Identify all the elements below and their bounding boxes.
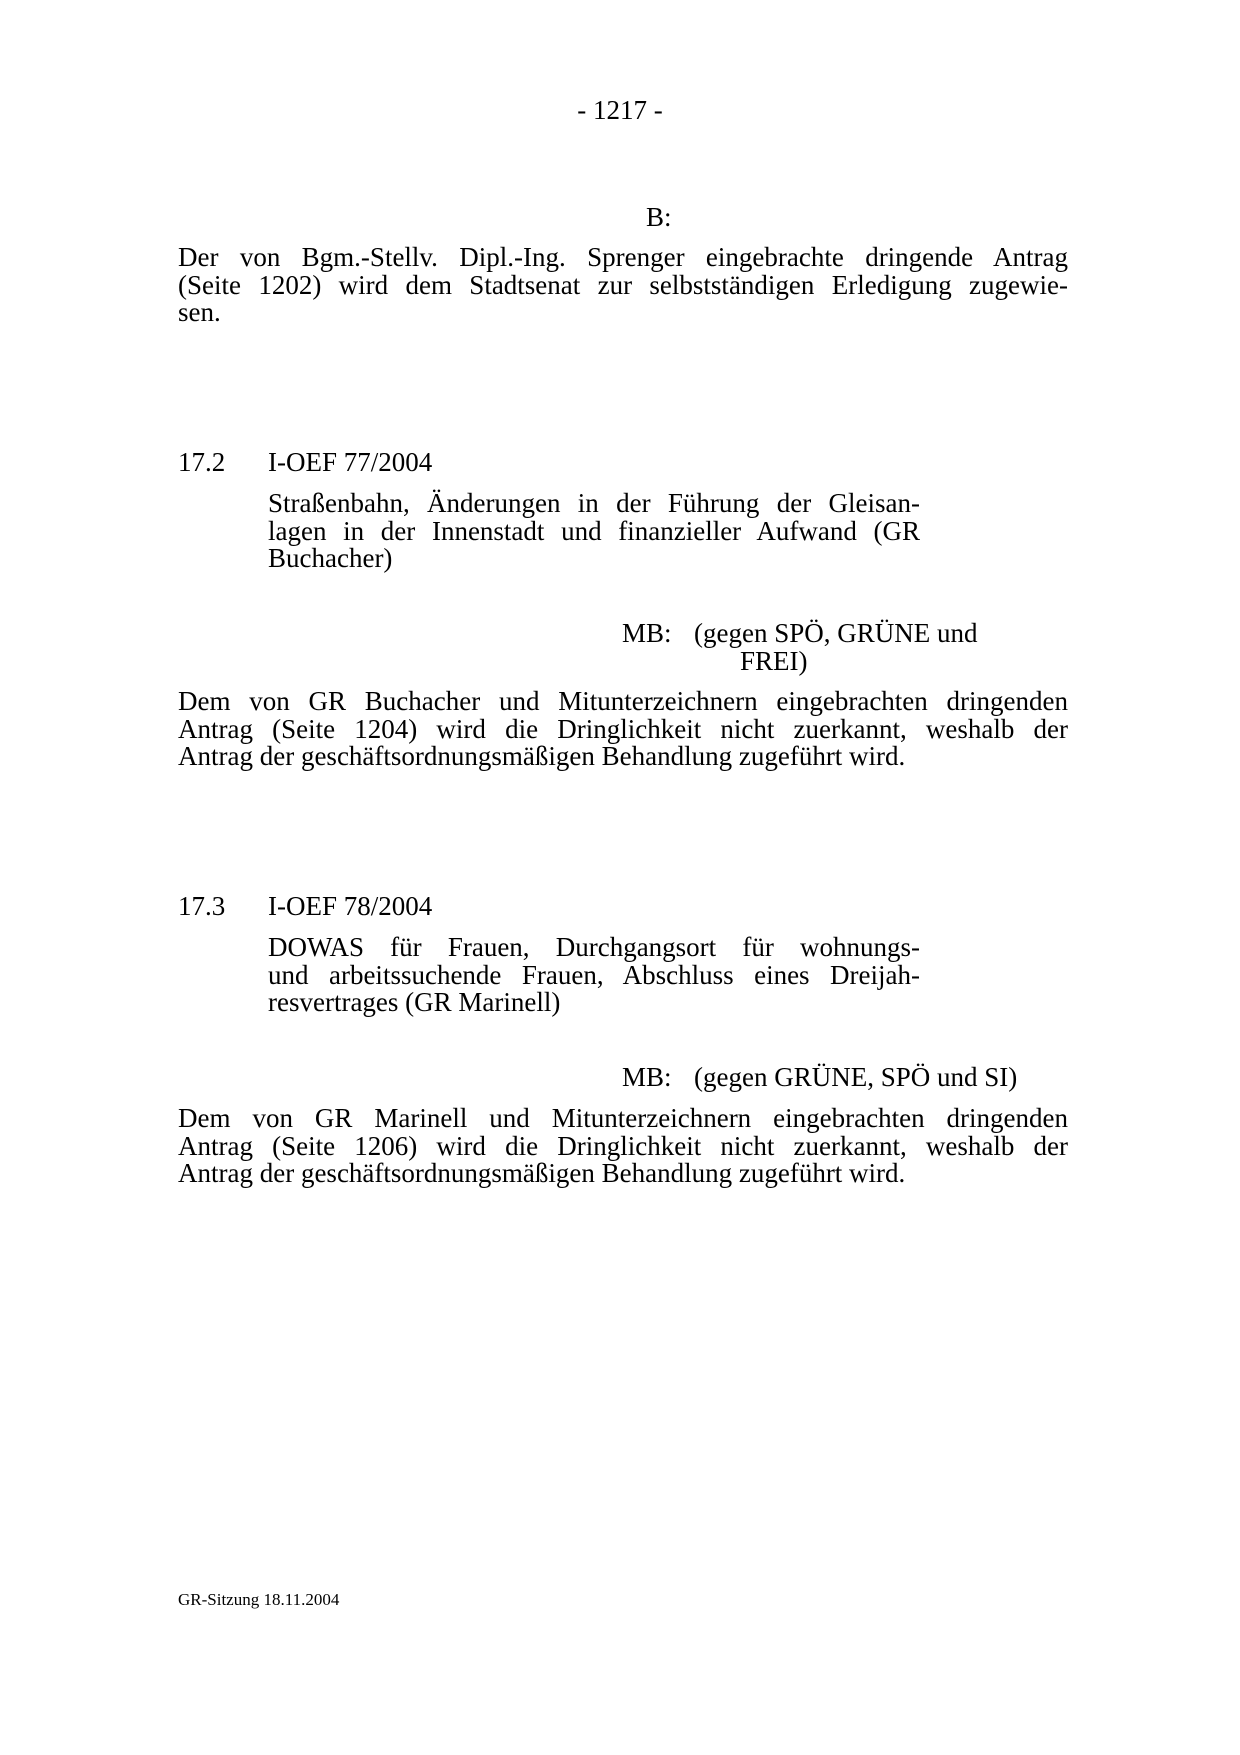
- item-number: 17.3: [178, 891, 226, 921]
- paragraph-line: sen.: [178, 297, 221, 327]
- paragraph-line: Antrag (Seite 1206) wird die Dringlichkeit nicht zuerkannt, weshalb der: [178, 1130, 1068, 1161]
- vote-line: (gegen GRÜNE, SPÖ und SI): [694, 1062, 1018, 1092]
- resolution-paragraph: [178, 1105, 1068, 1188]
- paragraph-line: Dem von GR Marinell und Mitunterzeichnern eingebrachten dringenden: [178, 1103, 1068, 1133]
- paragraph-line: Antrag (Seite 1204) wird die Dringlichkeit nicht zuerkannt, weshalb der: [178, 713, 1068, 744]
- paragraph-line: (Seite 1202) wird dem Stadtsenat zur selbstständigen Erledigung zugewie-: [178, 269, 1068, 300]
- paragraph-line: Der von Bgm.-Stellv. Dipl.-Ing. Sprenger eingebrachte dringende Antrag: [178, 242, 1068, 272]
- vote-detail: [694, 620, 978, 675]
- item-code: I-OEF 77/2004: [268, 447, 433, 477]
- item-number: 17.2: [178, 447, 226, 477]
- page-number: - 1217 -: [577, 95, 663, 125]
- item-subject: [268, 490, 920, 573]
- subject-line: Buchacher): [268, 543, 393, 573]
- vote-line: FREI): [740, 645, 808, 676]
- item-code: I-OEF 78/2004: [268, 891, 433, 921]
- subject-line: und arbeitssuchende Frauen, Abschluss eines Dreijah-: [268, 959, 920, 990]
- vote-label: MB:: [622, 1062, 672, 1092]
- vote-label: MB:: [622, 618, 672, 648]
- subject-line: lagen in der Innenstadt und finanzieller Aufwand (GR: [268, 515, 920, 546]
- vote-line: (gegen SPÖ, GRÜNE und: [694, 618, 978, 648]
- section-b-label: B:: [646, 202, 672, 232]
- resolution-paragraph: [178, 688, 1068, 771]
- paragraph-line: Dem von GR Buchacher und Mitunterzeichnern eingebrachten dringenden: [178, 686, 1068, 716]
- item-subject: [268, 934, 920, 1017]
- subject-line: Straßenbahn, Änderungen in der Führung der Gleisan-: [268, 488, 920, 518]
- vote-detail: [694, 1064, 1017, 1092]
- paragraph-line: Antrag der geschäftsordnungsmäßigen Behandlung zugeführt wird.: [178, 741, 906, 771]
- subject-line: resvertrages (GR Marinell): [268, 987, 561, 1017]
- page-footer: GR-Sitzung 18.11.2004: [178, 1590, 340, 1609]
- section-b-paragraph: [178, 244, 1068, 327]
- subject-line: DOWAS für Frauen, Durchgangsort für wohnungs-: [268, 932, 920, 962]
- paragraph-line: Antrag der geschäftsordnungsmäßigen Behandlung zugeführt wird.: [178, 1158, 906, 1188]
